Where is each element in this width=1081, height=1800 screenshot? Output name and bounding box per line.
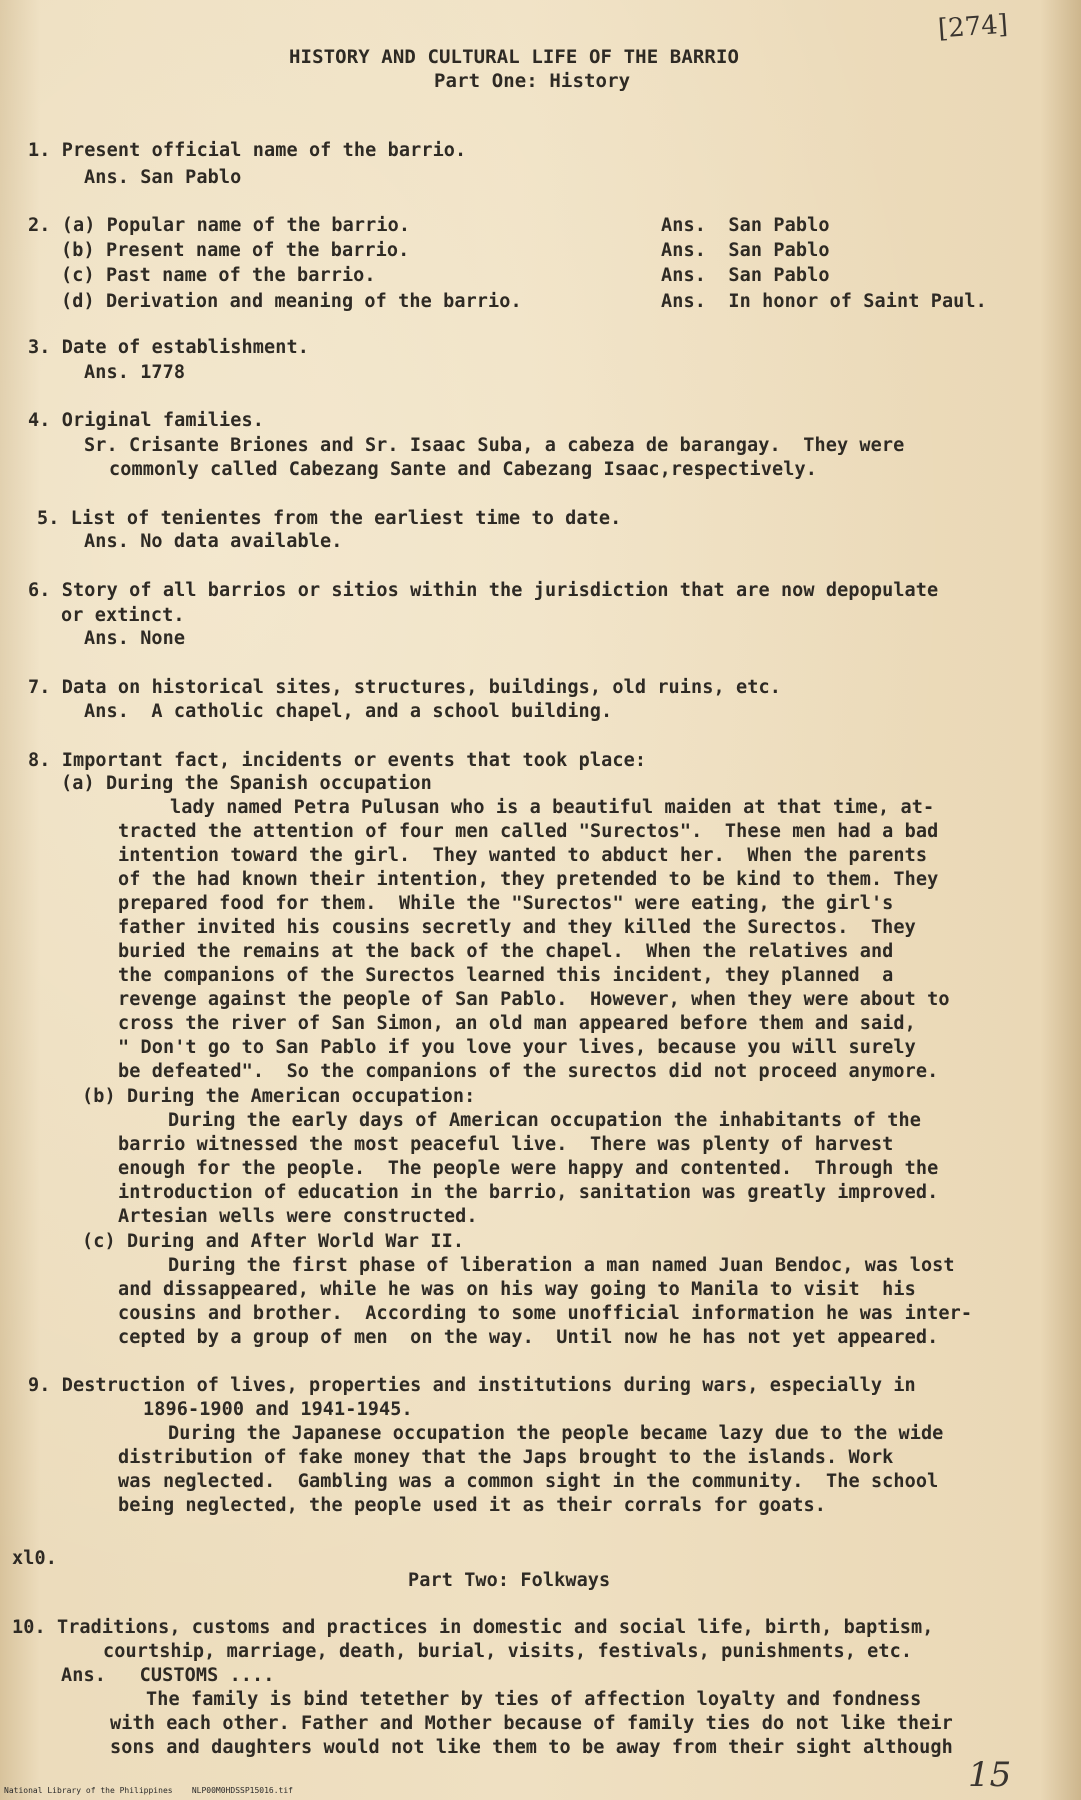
q9-line: distribution of fake money that the Japs brought to the islands. Work (118, 1447, 894, 1468)
q8b-line: During the early days of American occupation the inhabitants of the (168, 1110, 921, 1131)
q6-question: 6. Story of all barrios or sitios within the jurisdiction that are now depopulate (28, 580, 939, 601)
q8a-line: be defeated". So the companions of the surectos did not proceed anymore. (118, 1061, 939, 1082)
q8a-line: tracted the attention of four men called "Surectos". These men had a bad (118, 821, 939, 842)
q4-line: commonly called Cabezang Sante and Cabezang Isaac,respectively. (109, 459, 817, 480)
q5-answer: Ans. No data available. (84, 531, 343, 552)
q8a-line: of the had known their intention, they pretended to be kind to them. They (118, 869, 939, 890)
q8c-heading: (c) During and After World War II. (82, 1231, 465, 1252)
q2a-answer: Ans. San Pablo (661, 215, 830, 236)
q9-line: During the Japanese occupation the people became lazy due to the wide (168, 1423, 944, 1444)
q10-question: 10. Traditions, customs and practices in domestic and social life, birth, baptism, (12, 1617, 934, 1638)
archive-footer: National Library of the Philippines NLP00M0HDSSP15016.tif (4, 1786, 293, 1795)
archive-page-number: [274] (937, 9, 1009, 45)
part-two-heading: Part Two: Folkways (408, 1570, 611, 1591)
q2b-answer: Ans. San Pablo (661, 240, 830, 261)
q7-answer: Ans. A catholic chapel, and a school building. (84, 701, 613, 722)
q2c-question: (c) Past name of the barrio. (61, 265, 376, 286)
q6-answer: Ans. None (84, 628, 186, 649)
q8b-line: introduction of education in the barrio, sanitation was greatly improved. (118, 1182, 939, 1203)
q8c-line: cepted by a group of men on the way. Until now he has not yet appeared. (118, 1327, 939, 1348)
q4-question: 4. Original families. (28, 410, 264, 431)
q8a-line: intention toward the girl. They wanted to abduct her. When the parents (118, 845, 928, 866)
q2d-answer: Ans. In honor of Saint Paul. (661, 291, 987, 312)
q8b-line: barrio witnessed the most peaceful live. There was plenty of harvest (118, 1134, 894, 1155)
q2b-question: (b) Present name of the barrio. (61, 240, 410, 261)
q8a-line: cross the river of San Simon, an old man appeared before them and said, (118, 1013, 916, 1034)
q8c-line: and dissappeared, while he was on his way going to Manila to visit his (118, 1279, 916, 1300)
q10-line: sons and daughters would not like them to be away from their sight although (110, 1737, 953, 1758)
q8a-line: buried the remains at the back of the chapel. When the relatives and (118, 941, 894, 962)
q5-question: 5. List of tenientes from the earliest time to date. (37, 508, 622, 529)
q9-question: 1896-1900 and 1941-1945. (143, 1399, 413, 1420)
q1-question: 1. Present official name of the barrio. (28, 140, 467, 161)
q8a-line: the companions of the Surectos learned this incident, they planned a (118, 965, 894, 986)
q6-question: or extinct. (61, 605, 185, 626)
q4-line: Sr. Crisante Briones and Sr. Isaac Suba, a cabeza de barangay. They were (84, 435, 905, 456)
q8-question: 8. Important fact, incidents or events that took place: (28, 750, 647, 771)
q2a-question: 2. (a) Popular name of the barrio. (28, 215, 411, 236)
q8c-line: cousins and brother. According to some unofficial information he was inter- (118, 1303, 973, 1324)
q8a-line: prepared food for them. While the "Surectos" were eating, the girl's (118, 893, 894, 914)
q8b-line: enough for the people. The people were happy and contented. Through the (118, 1158, 939, 1179)
q9-question: 9. Destruction of lives, properties and institutions during wars, especially in (28, 1375, 916, 1396)
q3-answer: Ans. 1778 (84, 362, 186, 383)
q8a-line: lady named Petra Pulusan who is a beautiful maiden at that time, at- (170, 797, 935, 818)
q3-question: 3. Date of establishment. (28, 337, 309, 358)
q2d-question: (d) Derivation and meaning of the barrio. (61, 291, 522, 312)
q10-answer-label: Ans. CUSTOMS .... (61, 1665, 275, 1686)
q9-line: being neglected, the people used it as their corrals for goats. (118, 1495, 826, 1516)
q8a-line: " Don't go to San Pablo if you love your lives, because you will surely (118, 1037, 916, 1058)
margin-mark: xl0. (12, 1548, 57, 1569)
q10-line: with each other. Father and Mother because of family ties do not like their (110, 1713, 953, 1734)
q10-question: courtship, marriage, death, burial, visits, festivals, punishments, etc. (103, 1641, 913, 1662)
q8c-line: During the first phase of liberation a man named Juan Bendoc, was lost (168, 1255, 955, 1276)
q8a-line: revenge against the people of San Pablo. However, when they were about to (118, 989, 950, 1010)
q8a-line: father invited his cousins secretly and they killed the Surectos. They (118, 917, 916, 938)
handwritten-page-number: 15 (968, 1755, 1012, 1795)
q8b-heading: (b) During the American occupation: (82, 1086, 476, 1107)
q8a-heading: (a) During the Spanish occupation (61, 773, 432, 794)
document-title: HISTORY AND CULTURAL LIFE OF THE BARRIO (289, 46, 740, 68)
q8b-line: Artesian wells were constructed. (118, 1206, 478, 1227)
q7-question: 7. Data on historical sites, structures, buildings, old ruins, etc. (28, 677, 781, 698)
q1-answer: Ans. San Pablo (84, 167, 242, 188)
q2c-answer: Ans. San Pablo (661, 265, 830, 286)
q9-line: was neglected. Gambling was a common sight in the community. The school (118, 1471, 939, 1492)
document-subtitle: Part One: History (434, 70, 631, 92)
q10-line: The family is bind tetether by ties of affection loyalty and fondness (146, 1689, 922, 1710)
